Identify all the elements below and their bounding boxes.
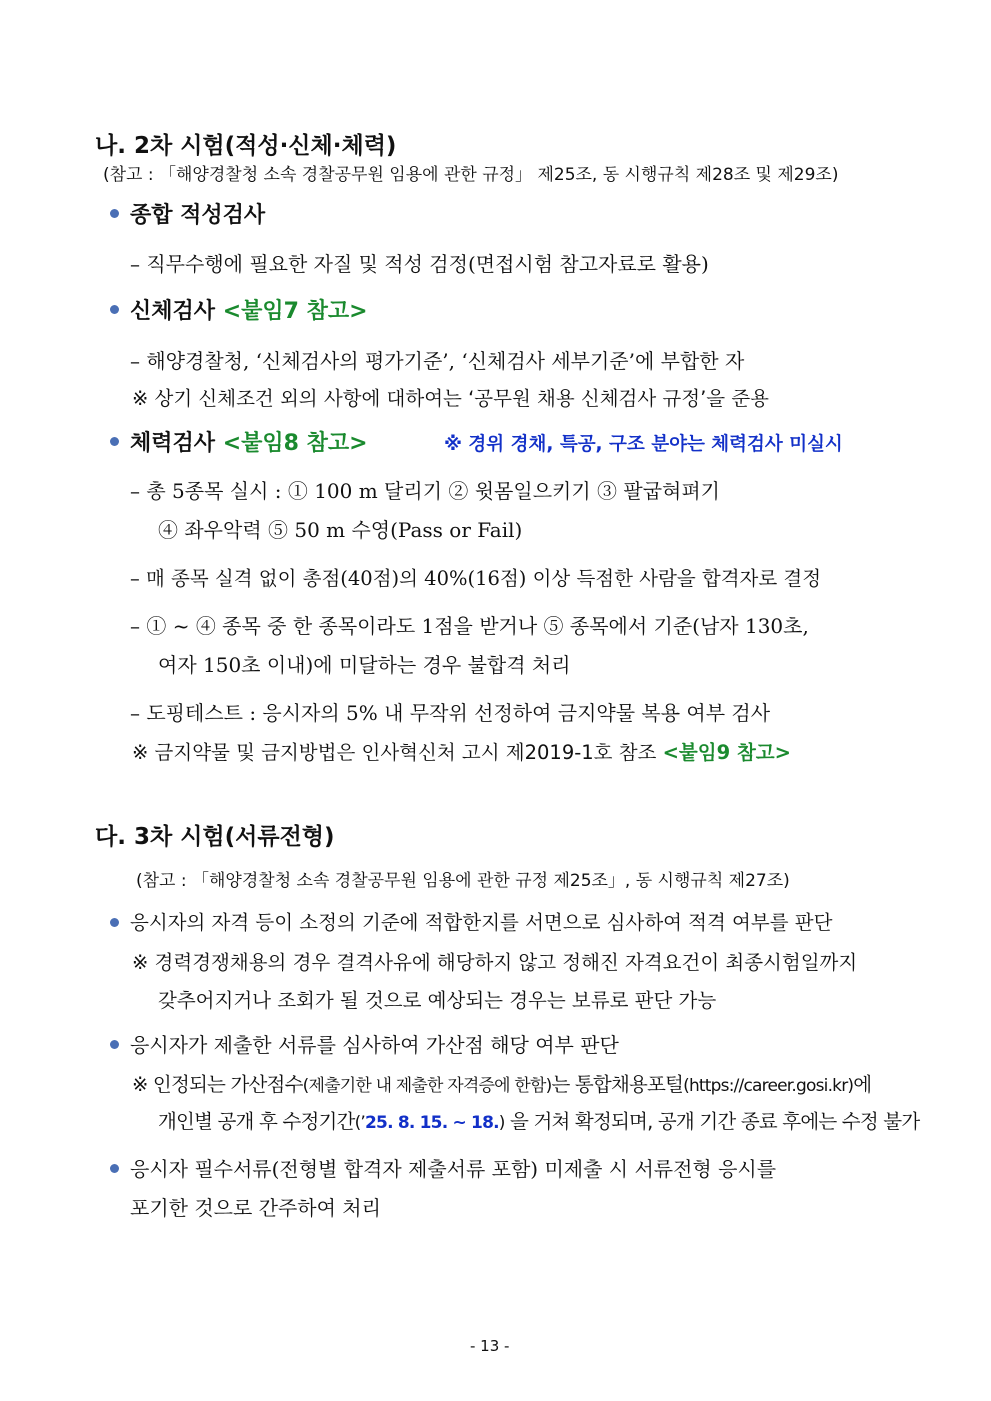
bonus-note-paren-open: (’ xyxy=(354,1113,366,1133)
section-reference: (참고 : 「해양경찰청 소속 경찰공무원 임용에 관한 규정」 제25조, 동 시행규칙 제28조 및 제29조) xyxy=(103,165,839,185)
fitness-test-label: 체력검사 xyxy=(130,431,216,456)
bonus-note-text-4: 개인별 공개 후 수정기간 xyxy=(158,1110,355,1133)
doping-note-ref-tag: <붙임9 참고> xyxy=(662,741,791,764)
section-heading-3rd-exam: 다. 3차 시험(서류전형) xyxy=(95,824,335,850)
bonus-note-text-2: 는 통합채용포털 xyxy=(551,1073,684,1096)
fitness-exempt-note: ※ 경위 경채, 특공, 구조 분야는 체력검사 미실시 xyxy=(444,434,843,455)
fitness-line-fail-criteria: – ① ~ ④ 종목 중 한 종목이라도 1점을 받거나 ⑤ 종목에서 기준(남자 130초, xyxy=(130,614,809,638)
fitness-line-fail-criteria-cont: 여자 150초 이내)에 미달하는 경우 불합격 처리 xyxy=(158,653,571,677)
document-review-bullet-1: 응시자의 자격 등이 소정의 기준에 적합한지를 서면으로 심사하여 적격 여부를 판단 xyxy=(130,911,833,934)
section-reference: (참고 : 「해양경찰청 소속 경찰공무원 임용에 관한 규정 제25조」, 동 시행규칙 제27조) xyxy=(136,871,790,891)
fitness-test-title xyxy=(130,426,368,457)
document-review-note-1a: ※ 경력경쟁채용의 경우 결격사유에 해당하지 않고 정해진 자격요건이 최종시험일까지 xyxy=(132,951,858,974)
bullet-dot-icon xyxy=(110,437,119,446)
bonus-note-text-1: ※ 인정되는 가산점수 xyxy=(132,1073,303,1096)
page-number: - 13 - xyxy=(470,1337,510,1355)
correction-period-dates: 25. 8. 15. ~ 18. xyxy=(365,1113,499,1133)
bonus-points-note-b xyxy=(158,1106,919,1134)
fitness-line-pass-criteria: – 매 종목 실격 없이 총점(40점)의 40%(16점) 이상 득점한 사람을 합격자로 결정 xyxy=(130,567,822,590)
document-review-bullet-2: 응시자가 제출한 서류를 심사하여 가산점 해당 여부 판단 xyxy=(130,1033,619,1057)
bonus-note-paren-close: ) xyxy=(498,1113,505,1133)
career-portal-url: (https://career.gosi.kr) xyxy=(683,1076,854,1096)
physical-exam-title xyxy=(130,294,368,325)
fitness-doping-note xyxy=(132,737,791,765)
physical-exam-label: 신체검사 xyxy=(130,299,216,324)
fitness-test-ref-tag: <붙임8 참고> xyxy=(222,431,368,456)
bullet-dot-icon xyxy=(110,1040,119,1049)
aptitude-title: 종합 적성검사 xyxy=(130,203,266,228)
bonus-note-text-5: 을 거쳐 확정되며, 공개 기간 종료 후에는 수정 불가 xyxy=(504,1110,920,1133)
bullet-dot-icon xyxy=(110,918,119,927)
doping-note-text: ※ 금지약물 및 금지방법은 인사혁신처 고시 제2019-1호 참조 xyxy=(132,741,663,764)
physical-exam-ref-tag: <붙임7 참고> xyxy=(222,299,368,324)
bullet-dot-icon xyxy=(110,209,119,218)
fitness-line-events: – 총 5종목 실시 : ① 100 m 달리기 ② 윗몸일으키기 ③ 팔굽혀펴기 xyxy=(130,479,720,503)
document-review-bullet-3: 응시자 필수서류(전형별 합격자 제출서류 포함) 미제출 시 서류전형 응시를 xyxy=(130,1157,777,1181)
physical-exam-note: ※ 상기 신체조건 외의 사항에 대하여는 ‘공무원 채용 신체검사 규정’을 준용 xyxy=(132,387,769,410)
physical-exam-line: – 해양경찰청, ‘신체검사의 평가기준’, ‘신체검사 세부기준’에 부합한 자 xyxy=(130,349,745,373)
bullet-dot-icon xyxy=(110,305,119,314)
bonus-note-text-3: 에 xyxy=(853,1073,872,1096)
document-review-bullet-3-cont: 포기한 것으로 간주하여 처리 xyxy=(130,1196,381,1220)
section-heading-2nd-exam: 나. 2차 시험(적성·신체·체력) xyxy=(95,133,397,159)
document-review-note-1b: 갖추어지거나 조회가 될 것으로 예상되는 경우는 보류로 판단 가능 xyxy=(158,989,717,1012)
fitness-line-doping: – 도핑테스트 : 응시자의 5% 내 무작위 선정하여 금지약물 복용 여부 검사 xyxy=(130,701,771,725)
bonus-note-paren: (제출기한 내 제출한 자격증에 한함) xyxy=(302,1076,552,1096)
aptitude-line: – 직무수행에 필요한 자질 및 적성 검정(면접시험 참고자료로 활용) xyxy=(130,252,709,276)
fitness-line-events-cont: ④ 좌우악력 ⑤ 50 m 수영(Pass or Fail) xyxy=(158,518,523,542)
bonus-points-note-a xyxy=(132,1069,871,1097)
bullet-dot-icon xyxy=(110,1164,119,1173)
